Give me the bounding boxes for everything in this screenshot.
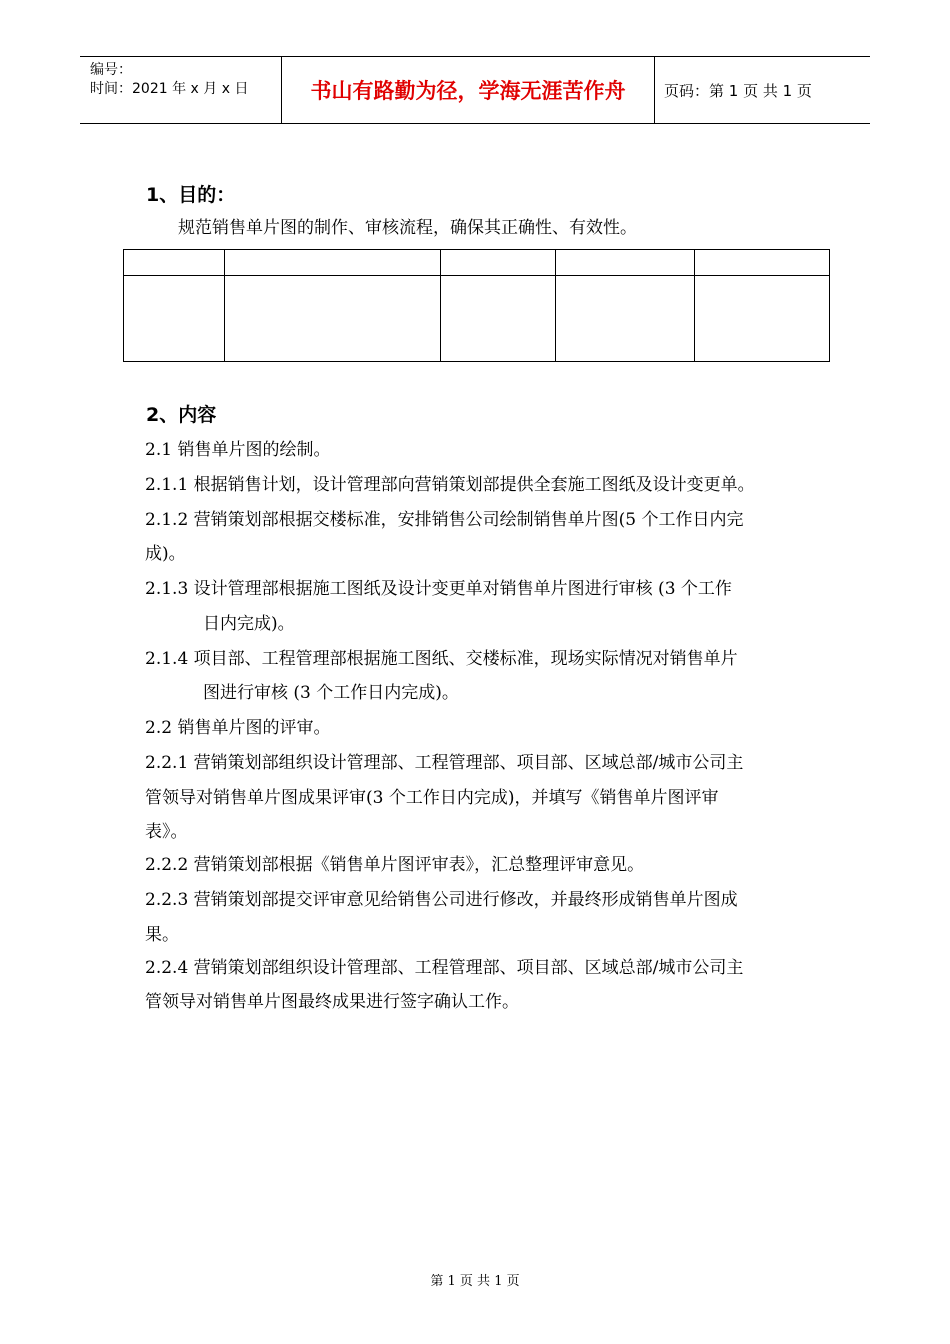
section2-title: 2、内容	[146, 404, 217, 426]
content-line: 2.1.3 设计管理部根据施工图纸及设计变更单对销售单片图进行审核 (3 个工作	[145, 579, 732, 599]
section1-title: 1、目的：	[146, 184, 236, 206]
page-footer: 第 1 页 共 1 页	[430, 1274, 520, 1289]
content-line: 日内完成)。	[203, 614, 295, 634]
table-cell	[225, 250, 441, 276]
content-line: 2.1.1 根据销售计划，设计管理部向营销策划部提供全套施工图纸及设计变更单。	[145, 475, 755, 495]
header-page-number: 页码：第 1 页 共 1 页	[664, 81, 812, 100]
content-line: 2.2.4 营销策划部组织设计管理部、工程管理部、项目部、区域总部/城市公司主	[145, 958, 744, 978]
table-cell	[556, 276, 695, 362]
page-header	[80, 56, 870, 124]
table-cell	[441, 250, 556, 276]
section1-text: 规范销售单片图的制作、审核流程，确保其正确性、有效性。	[178, 218, 637, 238]
table-cell	[124, 276, 225, 362]
content-line: 表》。	[145, 822, 188, 842]
content-line: 成)。	[145, 544, 186, 564]
table-cell	[441, 276, 556, 362]
content-line: 2.2.1 营销策划部组织设计管理部、工程管理部、项目部、区域总部/城市公司主	[145, 753, 744, 773]
content-line: 2.2 销售单片图的评审。	[145, 718, 331, 738]
content-line: 管领导对销售单片图最终成果进行签字确认工作。	[145, 992, 519, 1012]
content-line: 2.1.4 项目部、工程管理部根据施工图纸、交楼标准，现场实际情况对销售单片	[145, 649, 738, 669]
header-motto: 书山有路勤为径，学海无涯苦作舟	[281, 57, 655, 123]
content-line: 管领导对销售单片图成果评审(3 个工作日内完成)，并填写《销售单片图评审	[145, 788, 719, 808]
table-cell	[695, 250, 830, 276]
content-line: 2.1 销售单片图的绘制。	[145, 440, 331, 460]
table-row	[124, 276, 830, 362]
table-row	[124, 250, 830, 276]
table-cell	[225, 276, 441, 362]
document-number-label: 编号：	[90, 62, 132, 78]
table-cell	[556, 250, 695, 276]
content-line: 图进行审核 (3 个工作日内完成)。	[203, 683, 459, 703]
content-line: 果。	[145, 925, 179, 945]
table-cell	[695, 276, 830, 362]
table-cell	[124, 250, 225, 276]
content-line: 2.2.2 营销策划部根据《销售单片图评审表》，汇总整理评审意见。	[145, 855, 645, 875]
document-date-label: 时间：2021 年 x 月 x 日	[90, 81, 249, 97]
content-line: 2.1.2 营销策划部根据交楼标准，安排销售公司绘制销售单片图(5 个工作日内完	[145, 510, 744, 530]
content-line: 2.2.3 营销策划部提交评审意见给销售公司进行修改，并最终形成销售单片图成	[145, 890, 738, 910]
blank-table	[123, 249, 830, 362]
header-meta	[80, 57, 281, 123]
